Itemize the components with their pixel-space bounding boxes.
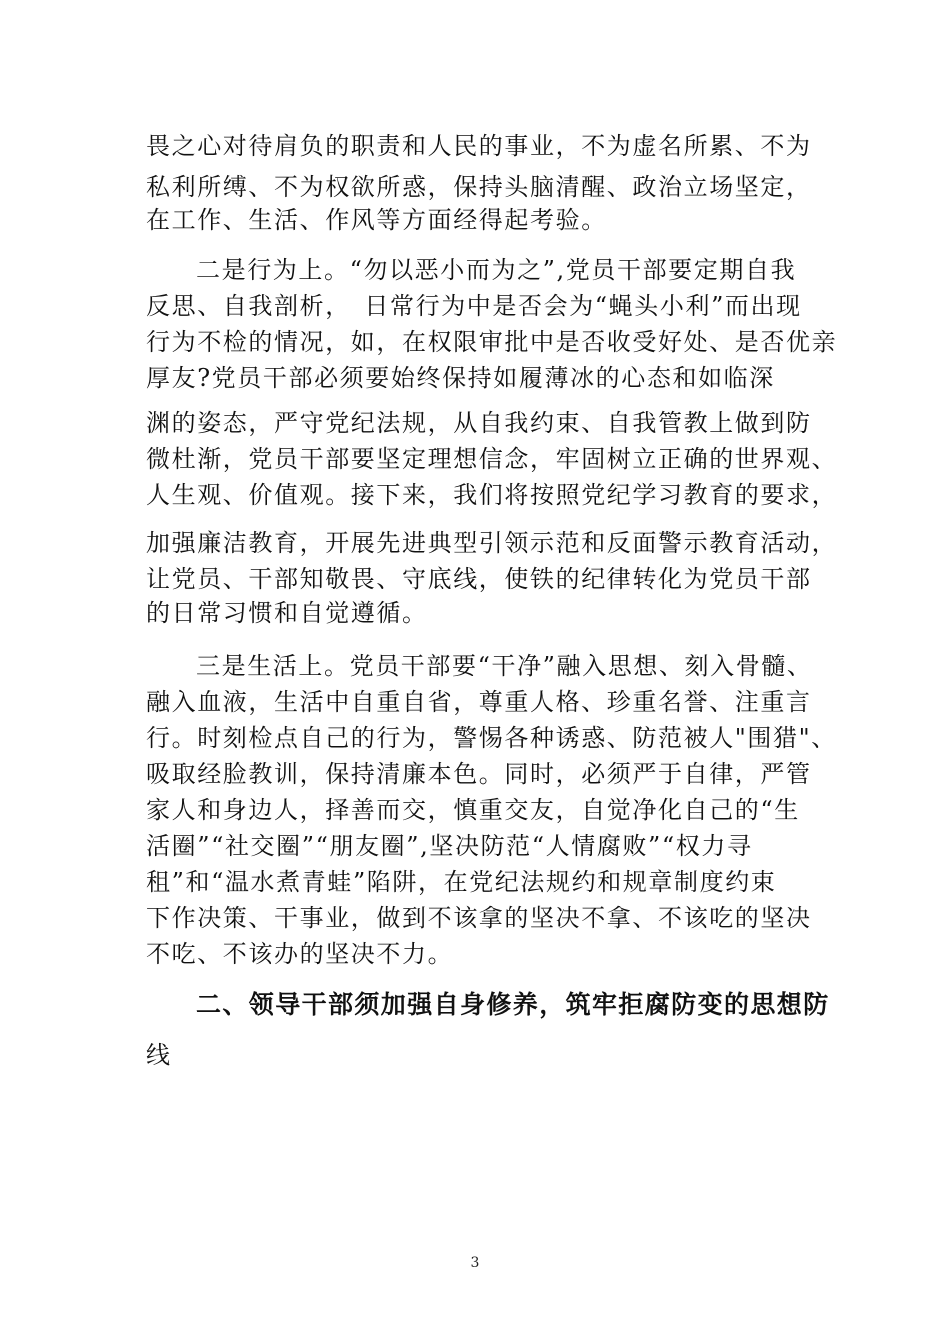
paragraph-2-line-3: 行为不检的情况，如，在权限审批中是否收受好处、是否优亲 xyxy=(146,328,838,356)
paragraph-3-line-4: 吸取经脸教训，保持清廉本色。同时，必须严于自律，严管 xyxy=(146,760,812,788)
paragraph-3-line-5: 家人和身边人，择善而交，慎重交友，自觉净化自己的“生 xyxy=(146,796,800,824)
paragraph-2-line-9: 让党员、干部知敬畏、守底线，使铁的纪律转化为党员干部 xyxy=(146,565,812,593)
paragraph-2-line-1: 二是行为上。“勿以恶小而为之”,党员干部要定期自我 xyxy=(196,256,797,284)
section-heading-line-2: 线 xyxy=(146,1041,172,1069)
paragraph-3-line-2: 融入血液，生活中自重自省，尊重人格、珍重名誉、注重言 xyxy=(146,688,812,716)
page-number: 3 xyxy=(470,1255,480,1271)
paragraph-3-line-3: 行。时刻检点自己的行为，警惕各种诱惑、防范被人"围猎"、 xyxy=(146,724,837,752)
paragraph-2-line-10: 的日常习惯和自觉遵循。 xyxy=(146,599,428,627)
paragraph-3-line-7: 租”和“温水煮青蛙”陷阱，在党纪法规约和规章制度约束 xyxy=(146,868,777,896)
paragraph-3-line-6: 活圈”“社交圈”“朋友圈”,坚决防范“人情腐败”“权力寻 xyxy=(146,832,753,860)
paragraph-2-line-2: 反思、自我剖析， 日常行为中是否会为“蝇头小利”而出现 xyxy=(146,292,802,320)
paragraph-3-line-8: 下作决策、干事业，做到不该拿的坚决不拿、不该吃的坚决 xyxy=(146,904,812,932)
paragraph-1-line-1: 畏之心对待肩负的职责和人民的事业，不为虚名所累、不为 xyxy=(146,132,812,160)
paragraph-2-line-7: 人生观、价值观。接下来，我们将按照党纪学习教育的要求， xyxy=(146,481,838,509)
paragraph-2-line-8: 加强廉洁教育，开展先进典型引领示范和反面警示教育活动， xyxy=(146,529,838,557)
paragraph-3-line-9: 不吃、不该办的坚决不力。 xyxy=(146,940,454,968)
paragraph-1-line-2: 私利所缚、不为权欲所惑，保持头脑清醒、政治立场坚定， xyxy=(146,173,812,201)
paragraph-2-line-5: 渊的姿态，严守党纪法规，从自我约束、自我管教上做到防 xyxy=(146,409,812,437)
section-heading-line-1: 二、领导干部须加强自身修养，筑牢拒腐防变的思想防 xyxy=(196,990,830,1019)
paragraph-1-line-3: 在工作、生活、作风等方面经得起考验。 xyxy=(146,206,607,234)
paragraph-2-line-6: 微杜渐，党员干部要坚定理想信念，牢固树立正确的世界观、 xyxy=(146,445,838,473)
paragraph-3-line-1: 三是生活上。党员干部要“干净”融入思想、刻入骨髓、 xyxy=(196,652,813,680)
paragraph-2-line-4: 厚友?党员干部必须要始终保持如履薄冰的心态和如临深 xyxy=(146,364,775,392)
